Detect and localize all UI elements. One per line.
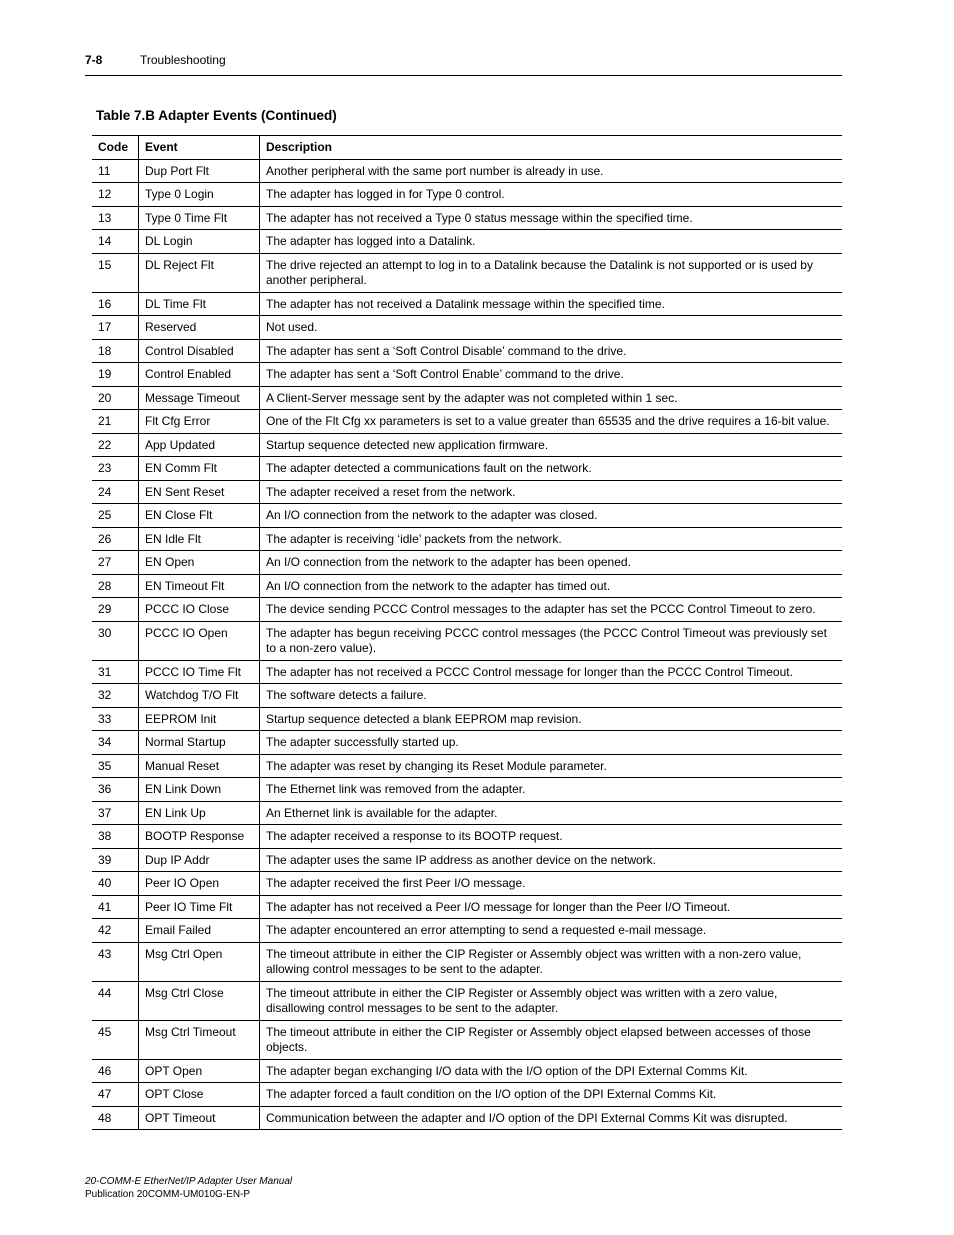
- cell-description: The adapter began exchanging I/O data with the I/O option of the DPI External Comms Kit.: [260, 1059, 843, 1083]
- cell-code: 29: [92, 598, 139, 622]
- column-header-code: Code: [92, 136, 139, 160]
- cell-code: 47: [92, 1083, 139, 1107]
- cell-event: PCCC IO Open: [139, 621, 260, 660]
- cell-code: 14: [92, 230, 139, 254]
- cell-code: 23: [92, 457, 139, 481]
- column-header-description: Description: [260, 136, 843, 160]
- table-row: [92, 339, 842, 363]
- table-row: [92, 292, 842, 316]
- cell-description: An I/O connection from the network to the adapter was closed.: [260, 504, 843, 528]
- cell-event: Peer IO Time Flt: [139, 895, 260, 919]
- cell-event: EN Open: [139, 551, 260, 575]
- cell-description: An I/O connection from the network to the adapter has been opened.: [260, 551, 843, 575]
- cell-event: Control Enabled: [139, 363, 260, 387]
- cell-code: 43: [92, 942, 139, 981]
- cell-event: Manual Reset: [139, 754, 260, 778]
- cell-event: DL Time Flt: [139, 292, 260, 316]
- cell-code: 34: [92, 731, 139, 755]
- cell-code: 44: [92, 981, 139, 1020]
- cell-event: App Updated: [139, 433, 260, 457]
- cell-code: 31: [92, 660, 139, 684]
- cell-event: Email Failed: [139, 919, 260, 943]
- cell-event: Msg Ctrl Timeout: [139, 1020, 260, 1059]
- table-row: [92, 159, 842, 183]
- cell-event: EN Timeout Flt: [139, 574, 260, 598]
- cell-code: 33: [92, 707, 139, 731]
- cell-description: One of the Flt Cfg xx parameters is set to a value greater than 65535 and the drive requires a 16-bit value.: [260, 410, 843, 434]
- cell-description: The device sending PCCC Control messages to the adapter has set the PCCC Control Timeout to zero.: [260, 598, 843, 622]
- table-row: [92, 778, 842, 802]
- cell-code: 24: [92, 480, 139, 504]
- table-row: [92, 848, 842, 872]
- cell-code: 21: [92, 410, 139, 434]
- table-row: [92, 919, 842, 943]
- cell-code: 37: [92, 801, 139, 825]
- cell-description: The adapter received the first Peer I/O message.: [260, 872, 843, 896]
- cell-code: 40: [92, 872, 139, 896]
- cell-event: OPT Timeout: [139, 1106, 260, 1130]
- cell-description: The timeout attribute in either the CIP Register or Assembly object was written with a non-zero value, allowing control messages to be sent to the adapter.: [260, 942, 843, 981]
- table-row: [92, 1020, 842, 1059]
- cell-code: 48: [92, 1106, 139, 1130]
- table-row: [92, 1083, 842, 1107]
- cell-code: 11: [92, 159, 139, 183]
- cell-description: The adapter forced a fault condition on the I/O option of the DPI External Comms Kit.: [260, 1083, 843, 1107]
- cell-event: Message Timeout: [139, 386, 260, 410]
- cell-code: 30: [92, 621, 139, 660]
- cell-code: 12: [92, 183, 139, 207]
- cell-code: 18: [92, 339, 139, 363]
- table-row: [92, 731, 842, 755]
- table-row: [92, 707, 842, 731]
- table-row: [92, 684, 842, 708]
- cell-description: Startup sequence detected new application firmware.: [260, 433, 843, 457]
- cell-description: The adapter has not received a Type 0 status message within the specified time.: [260, 206, 843, 230]
- cell-description: The adapter has logged into a Datalink.: [260, 230, 843, 254]
- table-row: [92, 316, 842, 340]
- manual-title: 20-COMM-E EtherNet/IP Adapter User Manual: [85, 1176, 293, 1187]
- cell-description: The adapter received a response to its BOOTP request.: [260, 825, 843, 849]
- cell-event: Type 0 Time Flt: [139, 206, 260, 230]
- cell-description: The adapter has begun receiving PCCC control messages (the PCCC Control Timeout was previously set to a non-zero value).: [260, 621, 843, 660]
- cell-code: 20: [92, 386, 139, 410]
- cell-event: EN Link Down: [139, 778, 260, 802]
- cell-event: EN Comm Flt: [139, 457, 260, 481]
- cell-event: EEPROM Init: [139, 707, 260, 731]
- table-row: [92, 801, 842, 825]
- table-row: [92, 754, 842, 778]
- cell-event: Dup IP Addr: [139, 848, 260, 872]
- cell-description: The drive rejected an attempt to log in to a Datalink because the Datalink is not supported or is used by another peripheral.: [260, 253, 843, 292]
- table-row: [92, 872, 842, 896]
- table-row: [92, 183, 842, 207]
- cell-description: Startup sequence detected a blank EEPROM map revision.: [260, 707, 843, 731]
- cell-description: The adapter successfully started up.: [260, 731, 843, 755]
- cell-event: Reserved: [139, 316, 260, 340]
- page-footer: [85, 1175, 292, 1201]
- cell-event: EN Idle Flt: [139, 527, 260, 551]
- cell-description: The adapter detected a communications fault on the network.: [260, 457, 843, 481]
- cell-event: OPT Close: [139, 1083, 260, 1107]
- table-row: [92, 551, 842, 575]
- table-row: [92, 825, 842, 849]
- cell-event: DL Reject Flt: [139, 253, 260, 292]
- table-row: [92, 660, 842, 684]
- cell-event: Msg Ctrl Open: [139, 942, 260, 981]
- cell-description: The software detects a failure.: [260, 684, 843, 708]
- cell-code: 39: [92, 848, 139, 872]
- publication-number: Publication 20COMM-UM010G-EN-P: [85, 1189, 251, 1200]
- cell-code: 42: [92, 919, 139, 943]
- cell-description: The adapter uses the same IP address as another device on the network.: [260, 848, 843, 872]
- cell-code: 28: [92, 574, 139, 598]
- cell-description: The timeout attribute in either the CIP Register or Assembly object elapsed between accesses of those objects.: [260, 1020, 843, 1059]
- table-row: [92, 433, 842, 457]
- table-row: [92, 410, 842, 434]
- table-row: [92, 621, 842, 660]
- cell-code: 19: [92, 363, 139, 387]
- cell-event: EN Link Up: [139, 801, 260, 825]
- cell-description: An I/O connection from the network to the adapter has timed out.: [260, 574, 843, 598]
- cell-event: BOOTP Response: [139, 825, 260, 849]
- cell-code: 22: [92, 433, 139, 457]
- table-body: [92, 159, 842, 1130]
- cell-code: 38: [92, 825, 139, 849]
- cell-description: Another peripheral with the same port number is already in use.: [260, 159, 843, 183]
- cell-description: The adapter has sent a ‘Soft Control Enable’ command to the drive.: [260, 363, 843, 387]
- cell-description: The adapter is receiving ‘idle’ packets from the network.: [260, 527, 843, 551]
- page-header: [85, 53, 842, 76]
- cell-description: The adapter has not received a PCCC Control message for longer than the PCCC Control Timeout.: [260, 660, 843, 684]
- cell-description: The adapter received a reset from the network.: [260, 480, 843, 504]
- cell-description: A Client-Server message sent by the adapter was not completed within 1 sec.: [260, 386, 843, 410]
- table-row: [92, 253, 842, 292]
- cell-code: 35: [92, 754, 139, 778]
- cell-event: EN Sent Reset: [139, 480, 260, 504]
- page-number: 7-8: [85, 53, 103, 67]
- cell-event: DL Login: [139, 230, 260, 254]
- cell-description: The adapter has sent a ‘Soft Control Disable’ command to the drive.: [260, 339, 843, 363]
- table-row: [92, 480, 842, 504]
- table-row: [92, 598, 842, 622]
- cell-code: 41: [92, 895, 139, 919]
- cell-event: Watchdog T/O Flt: [139, 684, 260, 708]
- cell-description: The adapter encountered an error attempting to send a requested e-mail message.: [260, 919, 843, 943]
- table-row: [92, 230, 842, 254]
- cell-event: OPT Open: [139, 1059, 260, 1083]
- cell-event: PCCC IO Time Flt: [139, 660, 260, 684]
- table-row: [92, 981, 842, 1020]
- cell-event: PCCC IO Close: [139, 598, 260, 622]
- cell-description: Not used.: [260, 316, 843, 340]
- table-row: [92, 1059, 842, 1083]
- cell-event: EN Close Flt: [139, 504, 260, 528]
- cell-code: 25: [92, 504, 139, 528]
- cell-description: The adapter has logged in for Type 0 control.: [260, 183, 843, 207]
- table-row: [92, 457, 842, 481]
- cell-code: 15: [92, 253, 139, 292]
- cell-code: 27: [92, 551, 139, 575]
- cell-description: The adapter has not received a Peer I/O message for longer than the Peer I/O Timeout.: [260, 895, 843, 919]
- table-row: [92, 527, 842, 551]
- adapter-events-table: [92, 135, 842, 1130]
- cell-code: 17: [92, 316, 139, 340]
- column-header-event: Event: [139, 136, 260, 160]
- cell-event: Type 0 Login: [139, 183, 260, 207]
- table-row: [92, 363, 842, 387]
- table-row: [92, 386, 842, 410]
- section-title: Troubleshooting: [140, 53, 226, 67]
- cell-code: 36: [92, 778, 139, 802]
- cell-code: 32: [92, 684, 139, 708]
- cell-code: 45: [92, 1020, 139, 1059]
- table-title: Table 7.B Adapter Events (Continued): [96, 108, 337, 123]
- cell-code: 26: [92, 527, 139, 551]
- cell-event: Dup Port Flt: [139, 159, 260, 183]
- cell-code: 16: [92, 292, 139, 316]
- cell-description: The timeout attribute in either the CIP Register or Assembly object was written with a zero value, disallowing control messages to be sent to the adapter.: [260, 981, 843, 1020]
- cell-event: Control Disabled: [139, 339, 260, 363]
- cell-description: The Ethernet link was removed from the adapter.: [260, 778, 843, 802]
- cell-code: 13: [92, 206, 139, 230]
- table-header-row: [92, 136, 842, 160]
- table-row: [92, 895, 842, 919]
- table-row: [92, 504, 842, 528]
- cell-description: The adapter has not received a Datalink message within the specified time.: [260, 292, 843, 316]
- cell-event: Msg Ctrl Close: [139, 981, 260, 1020]
- table-row: [92, 574, 842, 598]
- table-row: [92, 1106, 842, 1130]
- cell-event: Flt Cfg Error: [139, 410, 260, 434]
- cell-event: Peer IO Open: [139, 872, 260, 896]
- cell-description: The adapter was reset by changing its Reset Module parameter.: [260, 754, 843, 778]
- cell-description: An Ethernet link is available for the adapter.: [260, 801, 843, 825]
- cell-event: Normal Startup: [139, 731, 260, 755]
- cell-code: 46: [92, 1059, 139, 1083]
- cell-description: Communication between the adapter and I/O option of the DPI External Comms Kit was disrupted.: [260, 1106, 843, 1130]
- table-row: [92, 942, 842, 981]
- table-row: [92, 206, 842, 230]
